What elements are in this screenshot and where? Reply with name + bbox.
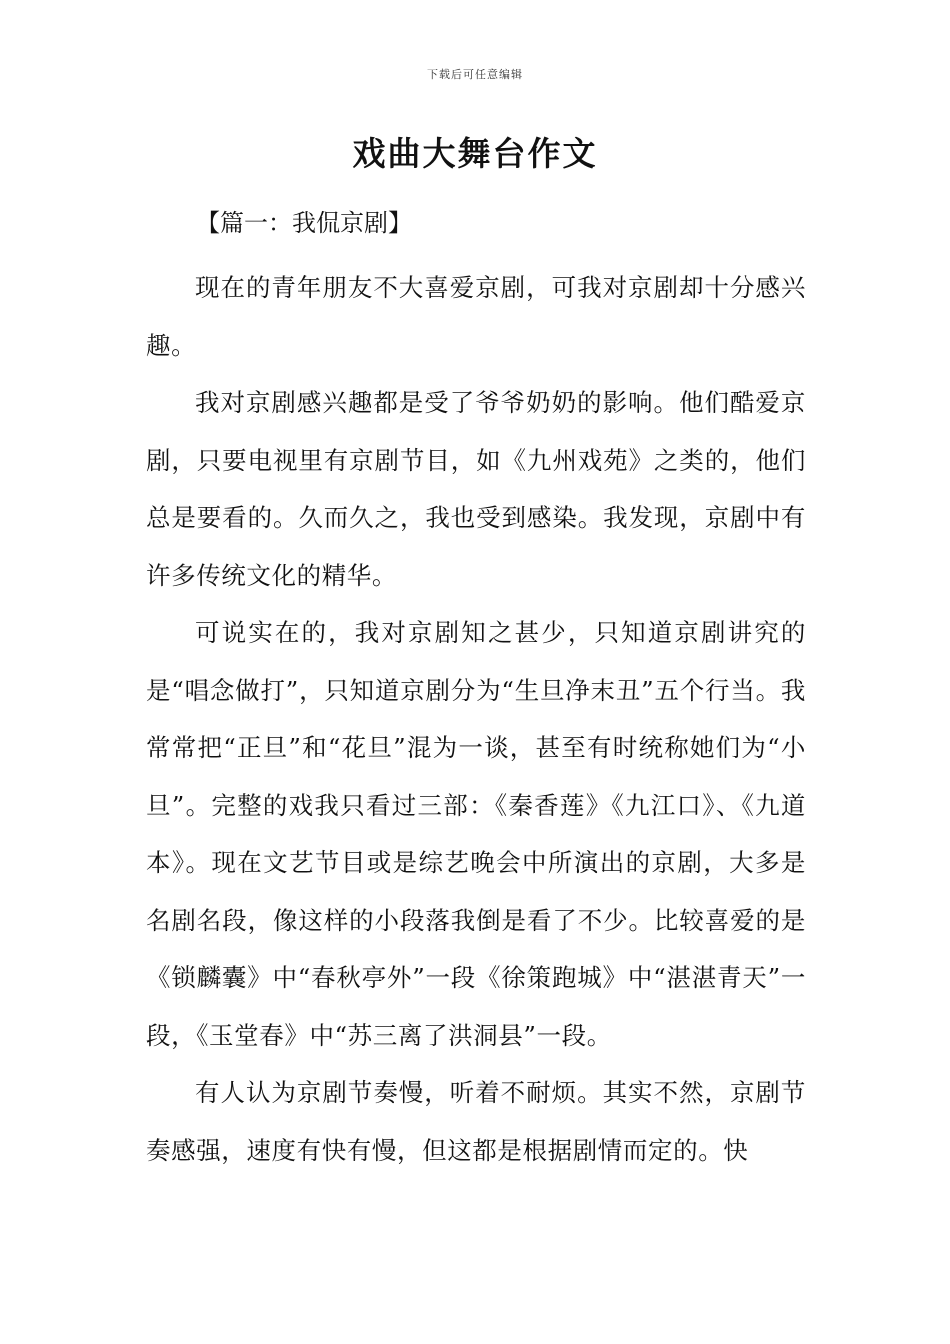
body-text [146,259,806,1179]
section-heading: 【篇一：我侃京剧】 [196,209,412,237]
document-title: 戏曲大舞台作文 [352,134,598,173]
paragraph-1: 现在的青年朋友不大喜爱京剧，可我对京剧却十分感兴趣。 [146,273,806,360]
paragraph-2: 我对京剧感兴趣都是受了爷爷奶奶的影响。他们酷爱京剧，只要电视里有京剧节目，如《九州戏苑》之类的，他们总是要看的。久而久之，我也受到感染。我发现，京剧中有许多传统文化的精华。 [146,388,806,590]
header-note: 下载后可任意编辑 [427,68,523,81]
paragraph-4: 有人认为京剧节奏慢，听着不耐烦。其实不然，京剧节奏感强，速度有快有慢，但这都是根据剧情而定的。快 [146,1078,806,1165]
paragraph-3: 可说实在的，我对京剧知之甚少，只知道京剧讲究的是“唱念做打”，只知道京剧分为“生旦净末丑”五个行当。我常常把“正旦”和“花旦”混为一谈，甚至有时统称她们为“小旦”。完整的戏我只看过三部：《秦香莲》《九江口》、《九道本》。现在文艺节目或是综艺晚会中所演出的京剧，大多是名剧名段，像这样的小段落我倒是看了不少。比较喜爱的是《锁麟囊》中“春秋亭外”一段《徐策跑城》中“湛湛青天”一段，《玉堂春》中“苏三离了洪洞县”一段。 [146,618,806,1050]
